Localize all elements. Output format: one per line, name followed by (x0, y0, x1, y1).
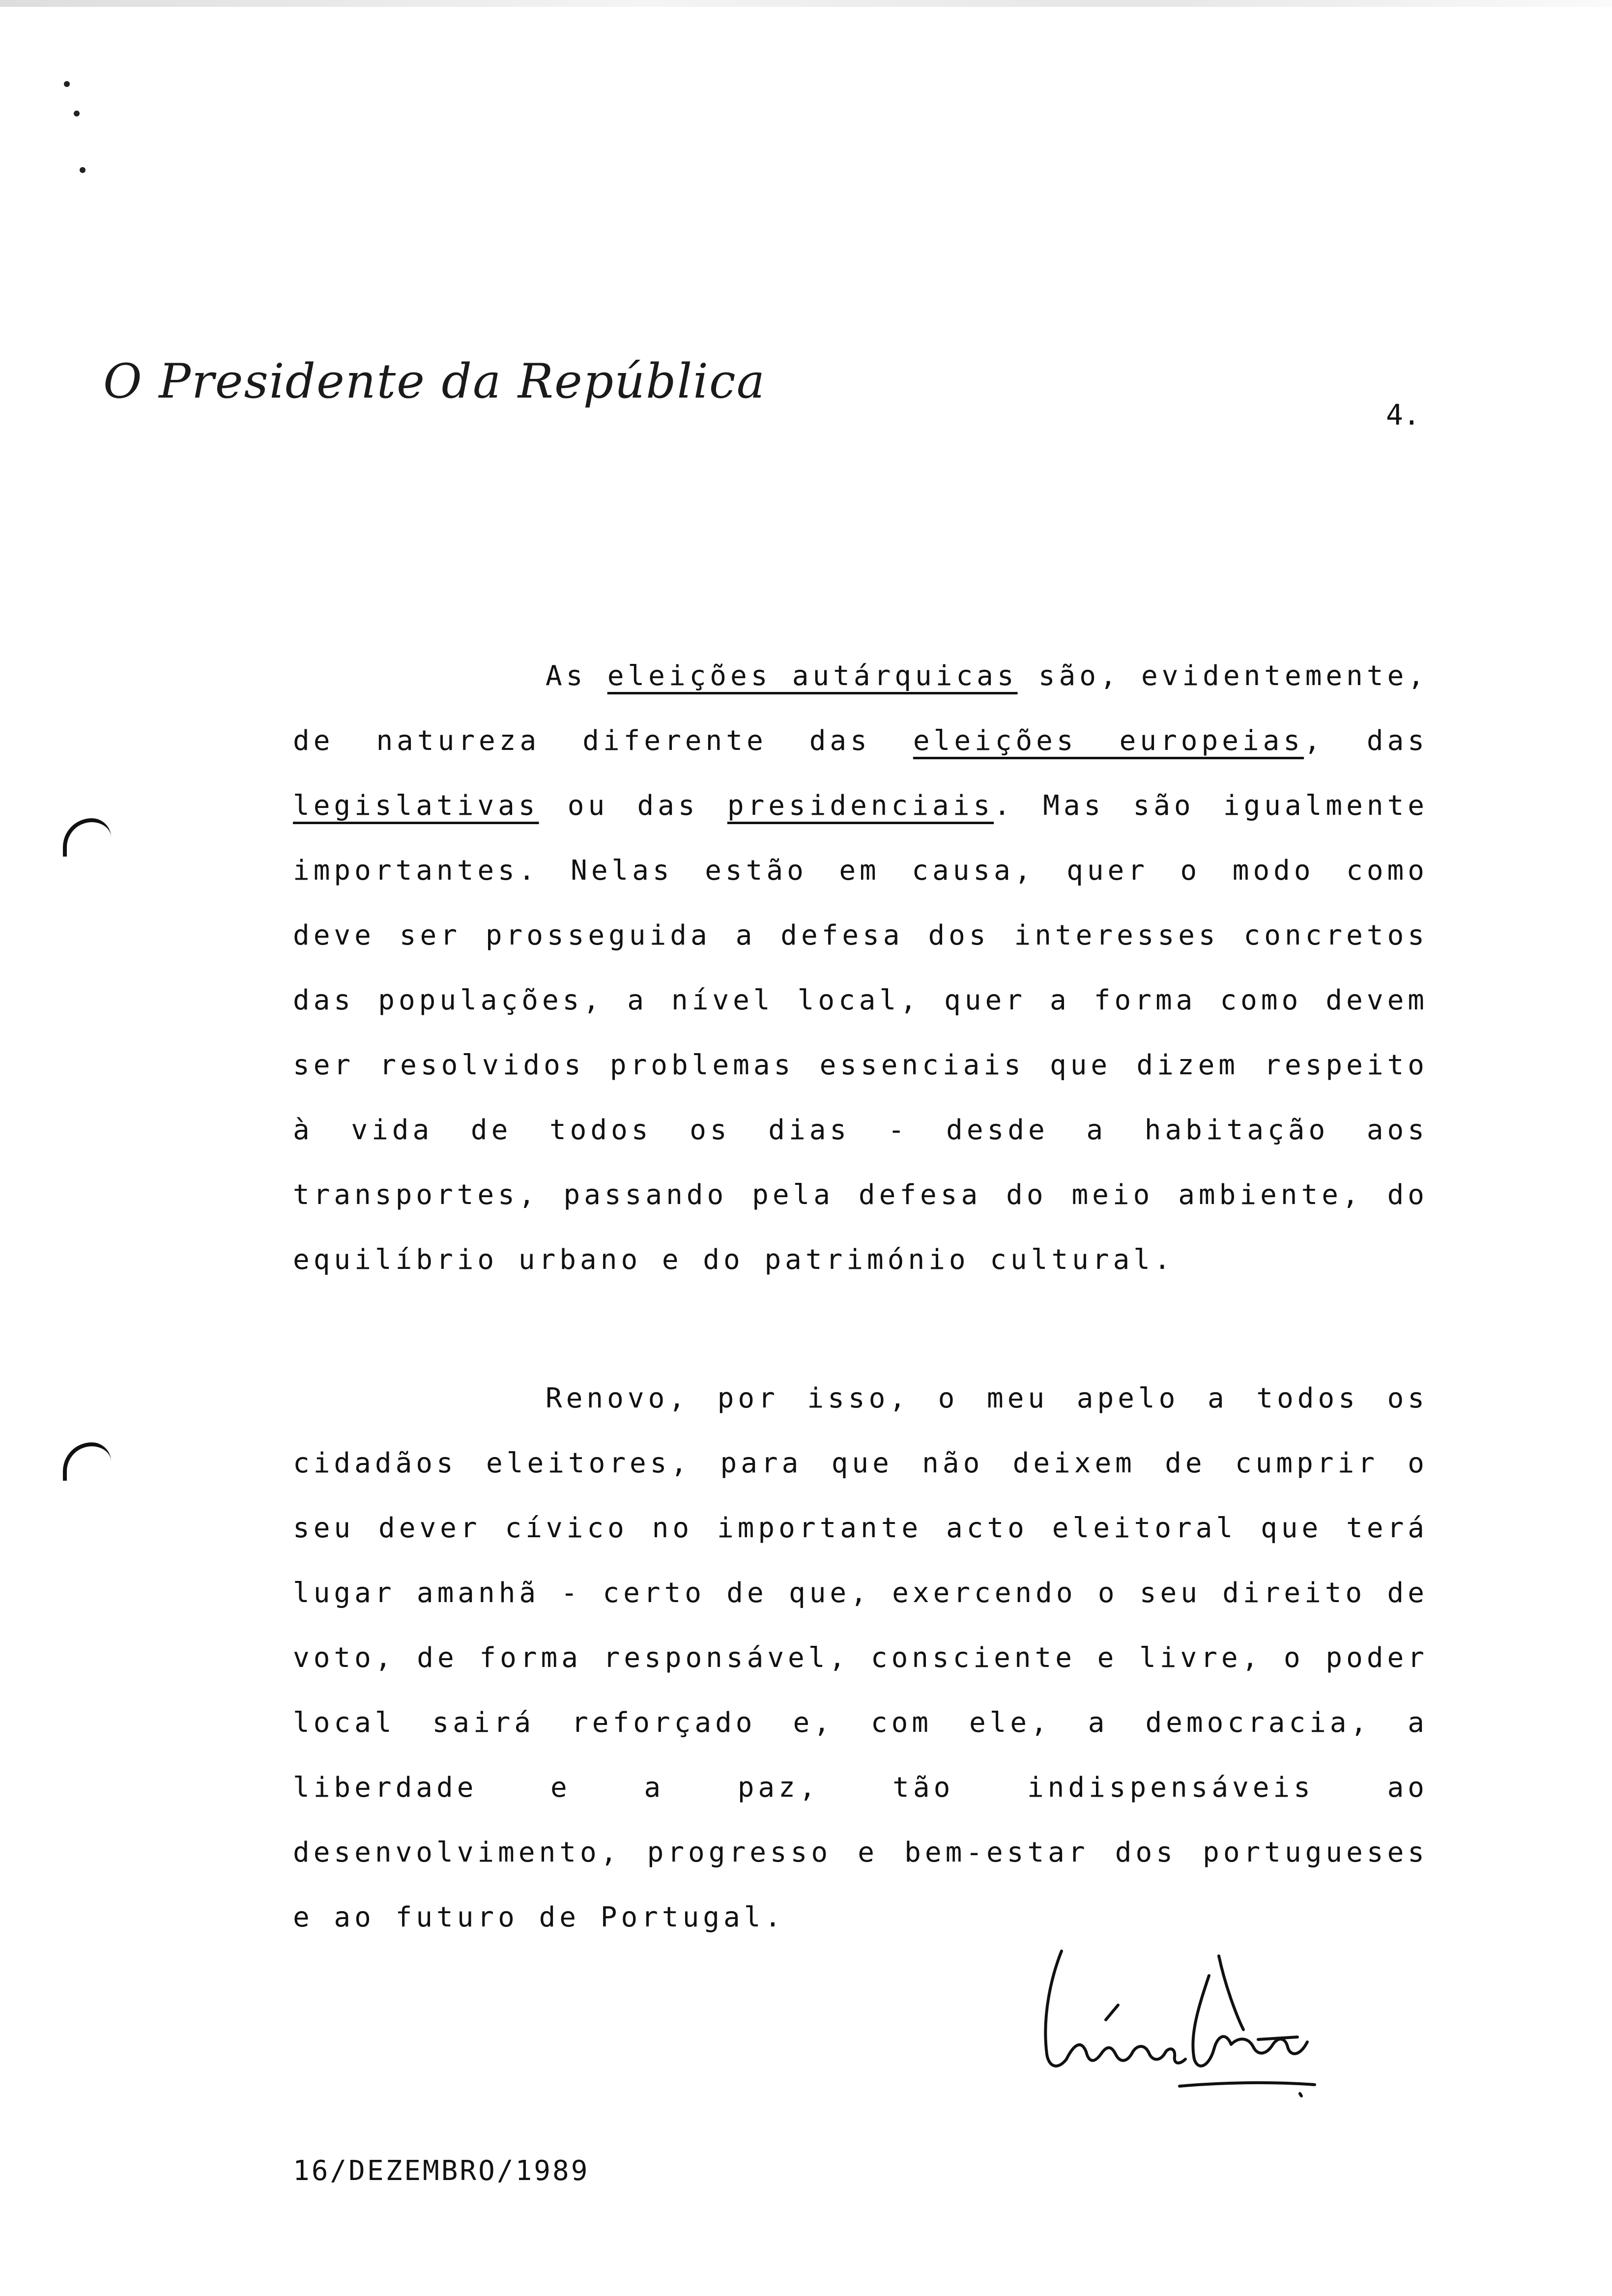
underlined-term: eleições autárquicas (607, 660, 1018, 692)
underlined-term: presidenciais (727, 790, 994, 822)
page-number: 4. (1386, 398, 1420, 431)
punch-hole-mark (63, 1442, 111, 1481)
letterhead: O Presidente da República (103, 354, 766, 409)
date: 16/DEZEMBRO/1989 (293, 2155, 590, 2187)
paragraph-1: As eleições autárquicas são, evidentemente, de natureza diferente das eleições europeias, das legislativas ou das presidenciais. Mas são igualmente importantes. Nelas estão em causa, quer o modo como deve ser prosseguida a defesa dos interesses concretos das populações, a nível local, quer a forma como devem ser resolvidos problemas essenciais que dizem respeito à vida de todos os dias - desde a habitação aos transportes, passando pela defesa do meio ambiente, do equilíbrio urbano e do património cultural. (293, 660, 1429, 1276)
paragraph-2: Renovo, por isso, o meu apelo a todos os cidadãos eleitores, para que não deixem de cumprir o seu dever cívico no importante acto eleitoral que terá lugar amanhã - certo de que, exercendo o seu direito de voto, de forma responsável, consciente e livre, o poder local sairá reforçado e, com ele, a democracia, a liberdade e a paz, tão indispensáveis ao desenvolvimento, progresso e bem-estar dos portugueses e ao futuro de Portugal. (293, 1382, 1428, 1933)
signature (1032, 1946, 1347, 2108)
punch-hole-mark (63, 818, 111, 857)
underlined-term: legislativas (293, 790, 539, 822)
scan-speck (80, 167, 86, 173)
scan-speck (74, 111, 80, 116)
scan-speck (64, 81, 70, 87)
scan-edge (0, 0, 1612, 7)
underlined-term: eleições europeias (913, 725, 1304, 757)
